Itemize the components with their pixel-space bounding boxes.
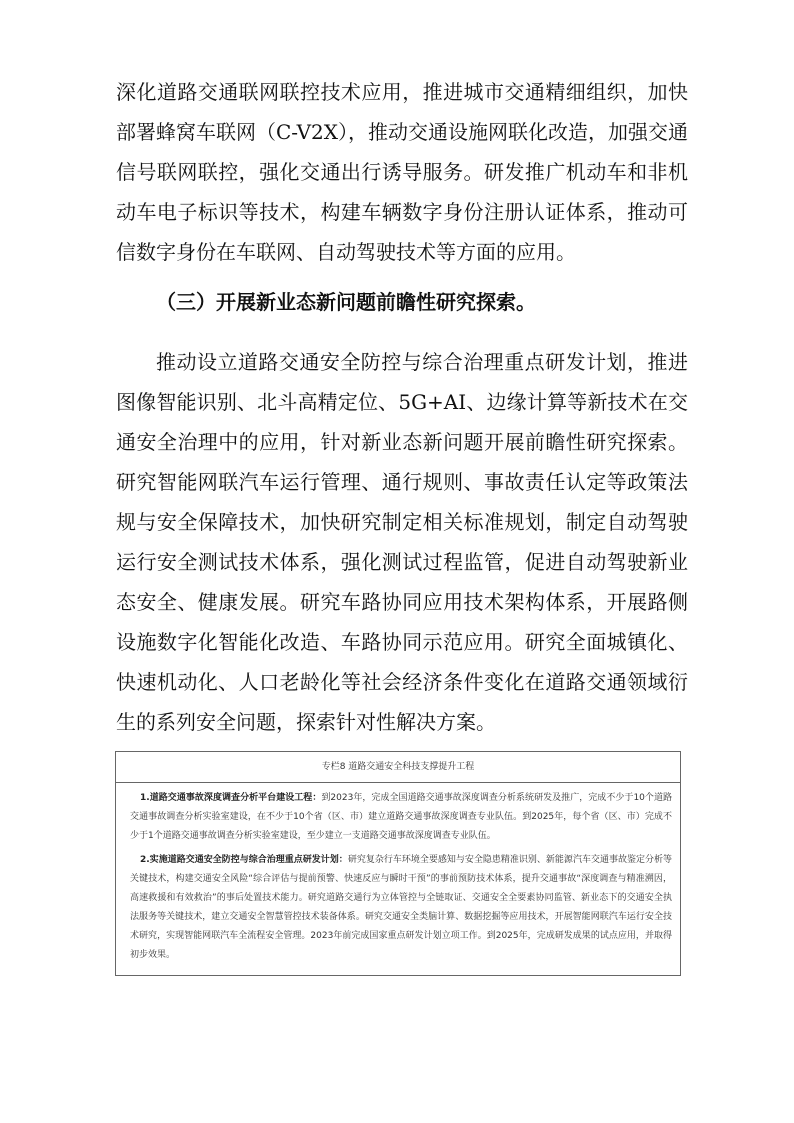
intro-paragraph: 深化道路交通联网联控技术应用，推进城市交通精细组织，加快部署蜂窝车联网（C-V2X），推动交通设施网联化改造，加强交通信号联网联控，强化交通出行诱导服务。研发推广机动车和非机动车电子标识等技术，构建车辆数字身份注册认证体系，推动可信数字身份在车联网、自动驾驶技术等方面的应用。 [116, 80, 689, 264]
feature-box-body [116, 783, 680, 965]
feature-box [115, 751, 681, 976]
feature-box-item-text: 研究复杂行车环境全要感知与安全隐患精准识别、新能源汽车交通事故鉴定分析等关键技术，构建交通安全风险“综合评估与提前预警、快速反应与瞬时干预”的事前预防技术体系，提升交通事故“深度调查与精准溯因，高速救援和有效救治”的事后处置技术能力。研究道路交通行为立体管控与全链取证、交通安全全要素协同监管、新业态下的交通安全执法服务等关键技术，建立交通安全智慧管控技术装备体系。研究交通安全类脑计算、数据挖掘等应用技术，开展智能网联汽车运行安全技术研究，实现智能网联汽车全流程安全管理。2023年前完成国家重点研发计划立项工作。到2025年，完成研发成果的试点应用，并取得初步效果。 [130, 855, 672, 960]
feature-box-item [130, 851, 672, 965]
feature-box-item [130, 789, 672, 846]
feature-box-item-heading: 1.道路交通事故深度调查分析平台建设工程： [140, 793, 322, 803]
feature-box-item-heading: 2.实施道路交通安全防控与综合治理重点研发计划： [140, 855, 348, 865]
section-heading: （三）开展新业态新问题前瞻性研究探索。 [156, 290, 536, 314]
feature-box-item-text: 到2023年，完成全国道路交通事故深度调查分析系统研发及推广，完成不少于10个道路交通事故调查分析实验室建设，在不少于10个省（区、市）建立道路交通事故深度调查专业队伍。到2025年，每个省（区、市）完成不少于1个道路交通事故调查分析实验室建设，至少建立一支道路交通事故深度调查专业队伍。 [130, 793, 673, 841]
feature-box-title: 专栏8 道路交通安全科技支撑提升工程 [116, 752, 680, 783]
section-paragraph: 推动设立道路交通安全防控与综合治理重点研发计划，推进图像智能识别、北斗高精定位、5G+AI、边缘计算等新技术在交通安全治理中的应用，针对新业态新问题开展前瞻性研究探索。研究智能网联汽车运行管理、通行规则、事故责任认定等政策法规与安全保障技术，加快研究制定相关标准规划，制定自动驾驶运行安全测试技术体系，强化测试过程监管，促进自动驾驶新业态安全、健康发展。研究车路协同应用技术架构体系，开展路侧设施数字化智能化改造、车路协同示范应用。研究全面城镇化、快速机动化、人口老龄化等社会经济条件变化在道路交通领域衍生的系列安全问题，探索针对性解决方案。 [116, 350, 688, 734]
